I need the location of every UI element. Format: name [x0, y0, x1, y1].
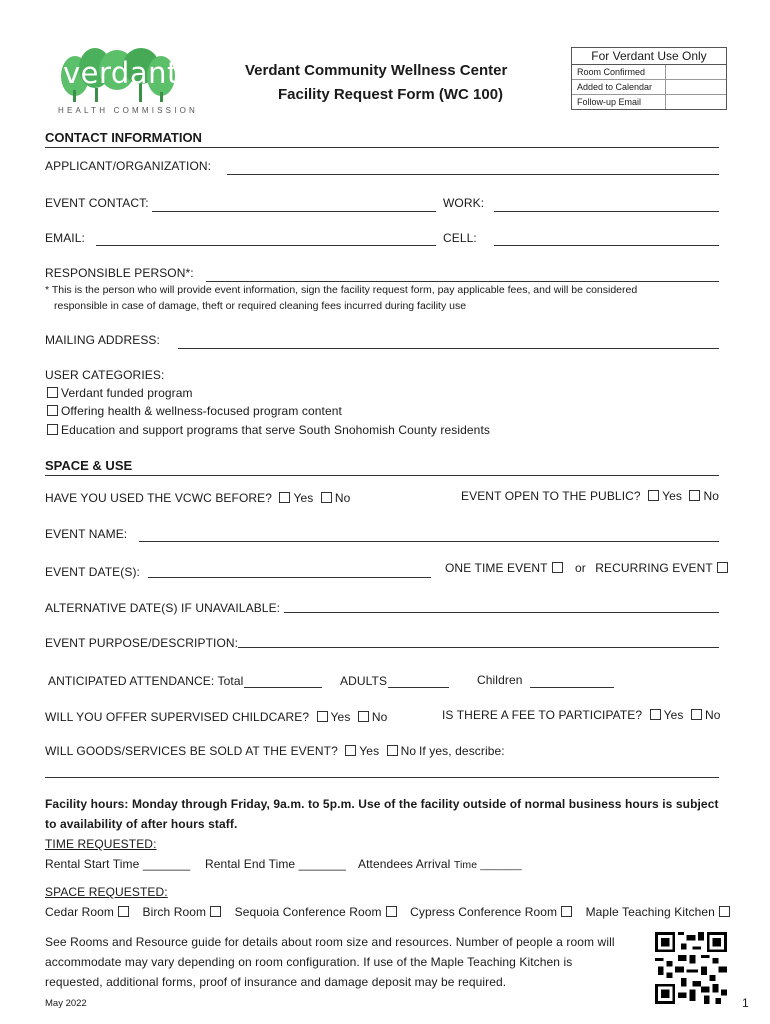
one-time-checkbox-icon[interactable]: [552, 562, 563, 573]
work-field[interactable]: [494, 211, 719, 212]
responsible-note-line2: responsible in case of damage, theft or required cleaning fees incurred during facility use: [54, 300, 467, 312]
room-checkbox-icon[interactable]: [561, 906, 572, 917]
event-name-field[interactable]: [139, 541, 719, 542]
event-contact-label: EVENT CONTACT:: [45, 196, 149, 210]
no-checkbox-icon[interactable]: [387, 745, 398, 756]
hours-line2: to availability of after hours staff.: [45, 817, 238, 831]
yes-checkbox-icon[interactable]: [317, 711, 328, 722]
space-heading: SPACE & USE: [45, 458, 133, 473]
describe-field[interactable]: [45, 777, 719, 778]
form-title-line2: Facility Request Form (WC 100): [278, 86, 504, 103]
category-option[interactable]: Verdant funded program: [43, 386, 193, 400]
rental-start[interactable]: Rental Start Time _______: [45, 857, 191, 871]
mailing-label: MAILING ADDRESS:: [45, 333, 160, 347]
logo-tagline: HEALTH COMMISSION: [58, 106, 199, 115]
yes-checkbox-icon[interactable]: [648, 490, 659, 501]
event-dates-label: EVENT DATE(S):: [45, 565, 140, 579]
office-row: Room Confirmed: [572, 65, 726, 80]
room-checkbox-icon[interactable]: [719, 906, 730, 917]
office-use-box: [571, 47, 727, 110]
checkbox-icon[interactable]: [47, 424, 58, 435]
arrival-time[interactable]: Attendees Arrival Time _______: [358, 857, 522, 871]
responsible-label: RESPONSIBLE PERSON*:: [45, 266, 194, 280]
office-row: Follow-up Email: [572, 95, 726, 109]
alt-dates-field[interactable]: [284, 612, 719, 613]
logo-wordmark: verdant: [63, 56, 179, 90]
describe-label: If yes, describe:: [419, 744, 505, 758]
category-option[interactable]: Offering health & wellness-focused program content: [43, 404, 342, 418]
no-checkbox-icon[interactable]: [321, 492, 332, 503]
childcare-question: WILL YOU OFFER SUPERVISED CHILDCARE? Yes No: [45, 710, 388, 724]
purpose-label: EVENT PURPOSE/DESCRIPTION:: [45, 636, 239, 650]
event-frequency: ONE TIME EVENT or RECURRING EVENT: [445, 561, 731, 575]
adults-field[interactable]: [388, 687, 449, 688]
purpose-field[interactable]: [238, 647, 719, 648]
mailing-field[interactable]: [178, 348, 719, 349]
attendance-total-field[interactable]: [244, 687, 322, 688]
children-field[interactable]: [530, 687, 614, 688]
checkbox-icon[interactable]: [47, 405, 58, 416]
guide-line2: accommodate may vary depending on room configuration. If use of the Maple Teaching Kitchen is: [45, 955, 573, 969]
attendance-total-label: ANTICIPATED ATTENDANCE: Total: [48, 674, 244, 688]
children-label: Children: [477, 673, 523, 687]
room-checkbox-icon[interactable]: [118, 906, 129, 917]
email-field[interactable]: [96, 245, 436, 246]
office-use-title: For Verdant Use Only: [572, 48, 726, 65]
work-label: WORK:: [443, 196, 485, 210]
hours-line1: Facility hours: Monday through Friday, 9a.m. to 5p.m. Use of the facility outside of normal business hours is subject: [45, 797, 719, 811]
cell-label: CELL:: [443, 231, 477, 245]
yes-checkbox-icon[interactable]: [650, 709, 661, 720]
no-checkbox-icon[interactable]: [358, 711, 369, 722]
yes-checkbox-icon[interactable]: [345, 745, 356, 756]
room-checkbox-icon[interactable]: [386, 906, 397, 917]
time-requested-label: TIME REQUESTED:: [45, 837, 157, 851]
applicant-field[interactable]: [227, 174, 719, 175]
room-options: Cedar Room Birch Room Sequoia Conference Room Cypress Conference Room Maple Teaching Kitchen: [45, 905, 733, 919]
divider: [45, 475, 719, 476]
office-row: Added to Calendar: [572, 80, 726, 95]
logo: [55, 48, 199, 118]
no-checkbox-icon[interactable]: [689, 490, 700, 501]
guide-line3: requested, additional forms, proof of insurance and damage deposit may be required.: [45, 975, 507, 989]
room-checkbox-icon[interactable]: [210, 906, 221, 917]
used-before-question: HAVE YOU USED THE VCWC BEFORE? Yes No: [45, 491, 351, 505]
event-name-label: EVENT NAME:: [45, 527, 128, 541]
page-number: 1: [742, 996, 749, 1010]
event-contact-field[interactable]: [152, 211, 436, 212]
responsible-note-line1: * This is the person who will provide event information, sign the facility request form, pay applicable fees, and will be considered: [45, 284, 638, 296]
yes-checkbox-icon[interactable]: [279, 492, 290, 503]
rental-end[interactable]: Rental End Time _______: [205, 857, 347, 871]
guide-line1: See Rooms and Resource guide for details about room size and resources. Number of people a room will: [45, 935, 615, 949]
form-title-line1: Verdant Community Wellness Center: [245, 62, 508, 79]
footer-date: May 2022: [45, 998, 87, 1009]
goods-question: WILL GOODS/SERVICES BE SOLD AT THE EVENT? Yes No: [45, 744, 417, 758]
responsible-field[interactable]: [206, 281, 719, 282]
open-public-question: EVENT OPEN TO THE PUBLIC? Yes No: [461, 489, 719, 503]
contact-heading: CONTACT INFORMATION: [45, 130, 202, 145]
divider: [45, 147, 719, 148]
alt-dates-label: ALTERNATIVE DATE(S) IF UNAVAILABLE:: [45, 601, 281, 615]
space-requested-label: SPACE REQUESTED:: [45, 885, 168, 899]
recurring-checkbox-icon[interactable]: [717, 562, 728, 573]
event-dates-field[interactable]: [148, 577, 431, 578]
email-label: EMAIL:: [45, 231, 85, 245]
checkbox-icon[interactable]: [47, 387, 58, 398]
no-checkbox-icon[interactable]: [691, 709, 702, 720]
applicant-label: APPLICANT/ORGANIZATION:: [45, 159, 212, 173]
adults-label: ADULTS: [340, 674, 388, 688]
cell-field[interactable]: [494, 245, 719, 246]
fee-question: IS THERE A FEE TO PARTICIPATE? Yes No: [442, 708, 721, 722]
category-option[interactable]: Education and support programs that serve South Snohomish County residents: [43, 423, 490, 437]
user-categories-label: USER CATEGORIES:: [45, 368, 165, 382]
qr-code-icon: [655, 932, 727, 1004]
